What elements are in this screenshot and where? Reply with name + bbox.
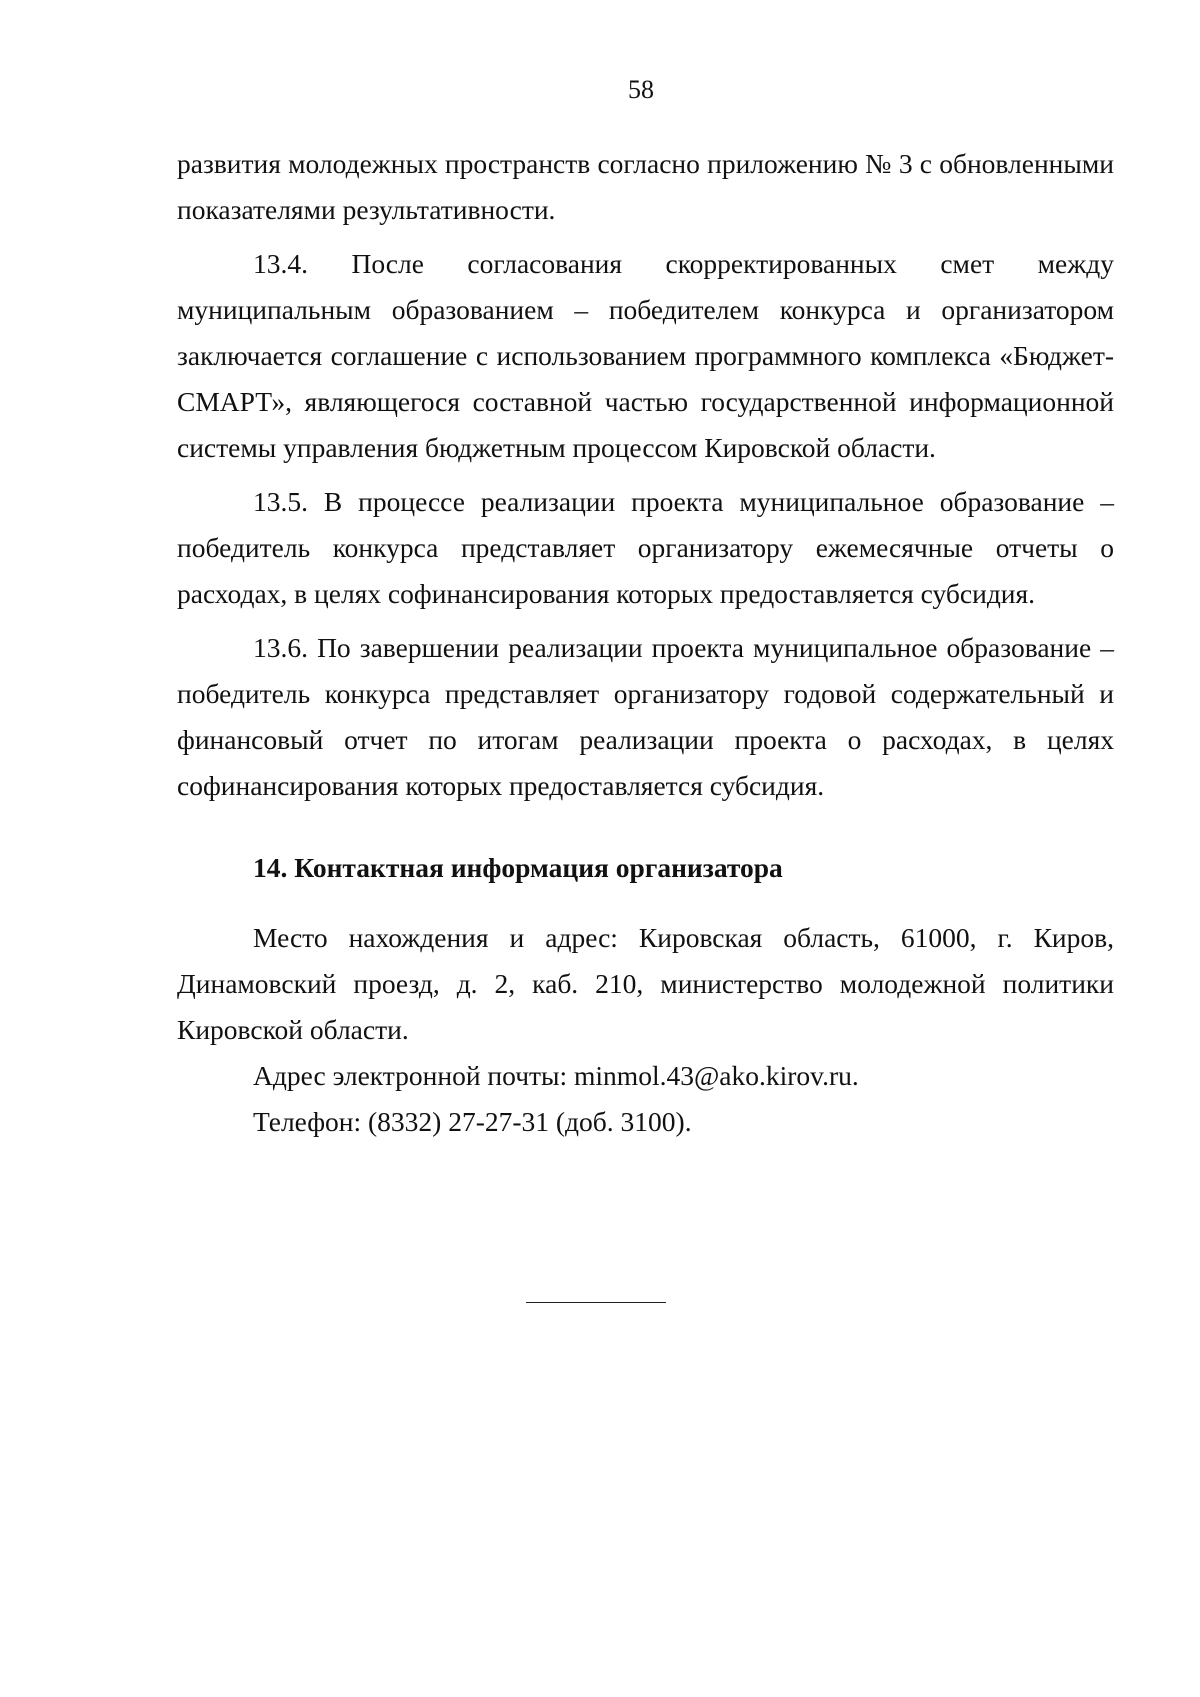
contact-email: Адрес электронной почты: minmol.43@ako.kirov.ru. bbox=[253, 1060, 859, 1091]
page-number: 58 bbox=[628, 75, 654, 104]
paragraph-continuation: развития молодежных пространств согласно приложению № 3 с обновленными показателями результативности. bbox=[177, 148, 1114, 225]
contact-address: Место нахождения и адрес: Кировская область, 61000, г. Киров, Динамовский проезд, д. 2, каб. 210, министерство молодежной политики Кировской области. bbox=[177, 922, 1114, 1045]
paragraph-13-5: 13.5. В процессе реализации проекта муниципальное образование – победитель конкурса представляет организатору ежемесячные отчеты о расходах, в целях софинансирования которых предоставляется субсидия. bbox=[177, 486, 1114, 609]
paragraph-13-6: 13.6. По завершении реализации проекта муниципальное образование – победитель конкурса представляет организатору годовой содержательный и финансовый отчет по итогам реализации проекта о расходах, в целях софинансирования которых предоставляется субсидия. bbox=[177, 632, 1114, 801]
contact-phone: Телефон: (8332) 27-27-31 (доб. 3100). bbox=[253, 1106, 692, 1137]
end-of-document-rule bbox=[526, 1302, 666, 1303]
document-body bbox=[177, 141, 1114, 1145]
paragraph-13-4: 13.4. После согласования скорректированных смет между муниципальным образованием – победителем конкурса и организатором заключается соглашение с использованием программного комплекса «Бюджет-СМАРТ», являющегося составной частью государственной информационной системы управления бюджетным процессом Кировской области. bbox=[177, 248, 1114, 463]
section-heading-14: 14. Контактная информация организатора bbox=[253, 852, 783, 883]
